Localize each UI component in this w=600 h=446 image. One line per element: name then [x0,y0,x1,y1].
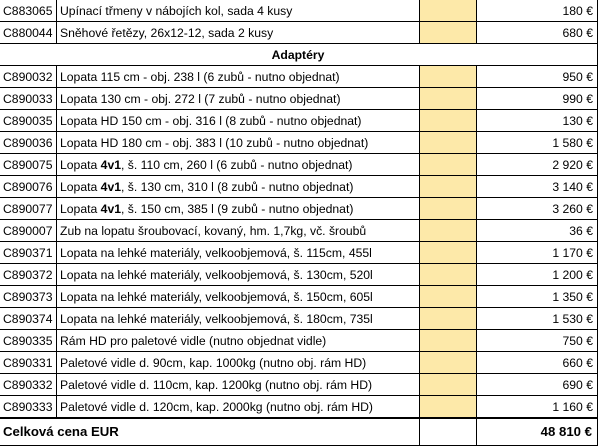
item-price: 3 260 € [477,198,598,220]
item-price: 990 € [477,88,598,110]
quantity-cell[interactable] [420,110,477,132]
description-text: Lopata na lehké materiály, velkoobjemová, š. 130cm, 520l [60,267,373,282]
item-code: C890373 [0,286,57,308]
item-price: 680 € [477,22,598,44]
item-description [57,374,420,396]
description-text: Paletové vidle d. 110cm, kap. 1200kg (nutno obj. rám HD) [60,377,373,392]
item-price: 750 € [477,330,598,352]
total-spacer [420,418,477,446]
item-code: C890332 [0,374,57,396]
item-price: 36 € [477,220,598,242]
item-price: 3 140 € [477,176,598,198]
item-price: 2 920 € [477,154,598,176]
table-row [0,198,598,220]
item-description [57,154,420,176]
item-code: C883065 [0,0,57,22]
item-description [57,132,420,154]
table-row [0,110,598,132]
item-description: Upínací třmeny v nábojích kol, sada 4 kusy [57,0,420,22]
description-text-rest: , š. 130 cm, 310 l (8 zubů - nutno objednat) [121,179,354,194]
quantity-cell[interactable] [420,396,477,419]
description-text: Paletové vidle d. 120cm, kap. 2000kg (nutno obj. rám HD) [60,399,373,414]
item-price: 690 € [477,374,598,396]
total-value: 48 810 € [477,418,598,446]
item-code: C890331 [0,352,57,374]
item-description [57,88,420,110]
table-row [0,242,598,264]
quantity-cell[interactable] [420,198,477,220]
description-highlight: 4v1 [100,179,122,194]
quantity-cell[interactable] [420,88,477,110]
quantity-cell[interactable] [420,22,477,44]
table-row [0,352,598,374]
item-code: C890032 [0,66,57,88]
description-text: Lopata [60,179,101,194]
item-price: 950 € [477,66,598,88]
description-text: Lopata [60,201,101,216]
description-text: Zub na lopatu šroubovací, kovaný, hm. 1,7kg, vč. šroubů [60,223,367,238]
item-price: 130 € [477,110,598,132]
total-label: Celková cena EUR [0,418,420,446]
table-row [0,0,598,22]
item-code: C890033 [0,88,57,110]
item-code: C890371 [0,242,57,264]
item-description [57,330,420,352]
description-text-rest: , š. 150 cm, 385 l (9 zubů - nutno objednat) [121,201,354,216]
table-row [0,154,598,176]
quantity-cell[interactable] [420,352,477,374]
table-row [0,176,598,198]
quantity-cell[interactable] [420,264,477,286]
item-code: C890007 [0,220,57,242]
description-text: Lopata [60,157,101,172]
quantity-cell[interactable] [420,0,477,22]
item-description [57,286,420,308]
item-code: C890335 [0,330,57,352]
table-row [0,22,598,44]
table-row [0,330,598,352]
description-text: Lopata na lehké materiály, velkoobjemová, š. 150cm, 605l [60,289,373,304]
quantity-cell[interactable] [420,132,477,154]
item-description [57,176,420,198]
section-title: Adaptéry [0,44,598,66]
table-row [0,396,598,419]
quantity-cell[interactable] [420,308,477,330]
item-price: 1 170 € [477,242,598,264]
quantity-cell[interactable] [420,286,477,308]
table-row [0,132,598,154]
item-price: 1 580 € [477,132,598,154]
description-text: Lopata HD 150 cm - obj. 316 l (8 zubů - nutno objednat) [60,113,362,128]
description-text: Lopata 115 cm - obj. 238 l (6 zubů - nutno objednat) [60,69,340,84]
item-code: C890372 [0,264,57,286]
item-price: 660 € [477,352,598,374]
table-row [0,374,598,396]
description-text: Lopata 130 cm - obj. 272 l (7 zubů - nutno objednat) [60,91,341,106]
item-description [57,308,420,330]
table-row [0,220,598,242]
table-row [0,264,598,286]
table-row [0,308,598,330]
table-row [0,66,598,88]
item-price: 1 530 € [477,308,598,330]
quantity-cell[interactable] [420,330,477,352]
item-description [57,264,420,286]
item-code: C890075 [0,154,57,176]
item-price: 1 200 € [477,264,598,286]
description-highlight: 4v1 [100,157,122,172]
description-text: Lopata na lehké materiály, velkoobjemová, š. 180cm, 735l [60,311,373,326]
item-description [57,198,420,220]
description-text: Lopata HD 180 cm - obj. 383 l (10 zubů - nutno objednat) [60,135,369,150]
item-description [57,66,420,88]
table-row [0,286,598,308]
quantity-cell[interactable] [420,242,477,264]
description-text-rest: , š. 110 cm, 260 l (6 zubů - nutno objednat) [121,157,353,172]
item-code: C890076 [0,176,57,198]
table-row [0,88,598,110]
total-row [0,418,598,446]
item-description [57,242,420,264]
item-price: 180 € [477,0,598,22]
item-description [57,220,420,242]
item-description [57,352,420,374]
item-price: 1 350 € [477,286,598,308]
item-code: C890077 [0,198,57,220]
section-header-row [0,44,598,66]
item-code: C890035 [0,110,57,132]
description-text: Rám HD pro paletové vidle (nutno objednat vidle) [60,333,327,348]
item-code: C890036 [0,132,57,154]
quantity-cell[interactable] [420,176,477,198]
item-description: Sněhové řetězy, 26x12-12, sada 2 kusy [57,22,420,44]
quantity-cell[interactable] [420,154,477,176]
item-description [57,396,420,419]
quantity-cell[interactable] [420,220,477,242]
item-code: C890374 [0,308,57,330]
quantity-cell[interactable] [420,66,477,88]
description-text: Paletové vidle d. 90cm, kap. 1000kg (nutno obj. rám HD) [60,355,367,370]
description-text: Lopata na lehké materiály, velkoobjemová, š. 115cm, 455l [60,245,372,260]
item-code: C880044 [0,22,57,44]
item-price: 1 160 € [477,396,598,419]
item-description [57,110,420,132]
description-highlight: 4v1 [100,201,122,216]
quantity-cell[interactable] [420,374,477,396]
item-code: C890333 [0,396,57,419]
